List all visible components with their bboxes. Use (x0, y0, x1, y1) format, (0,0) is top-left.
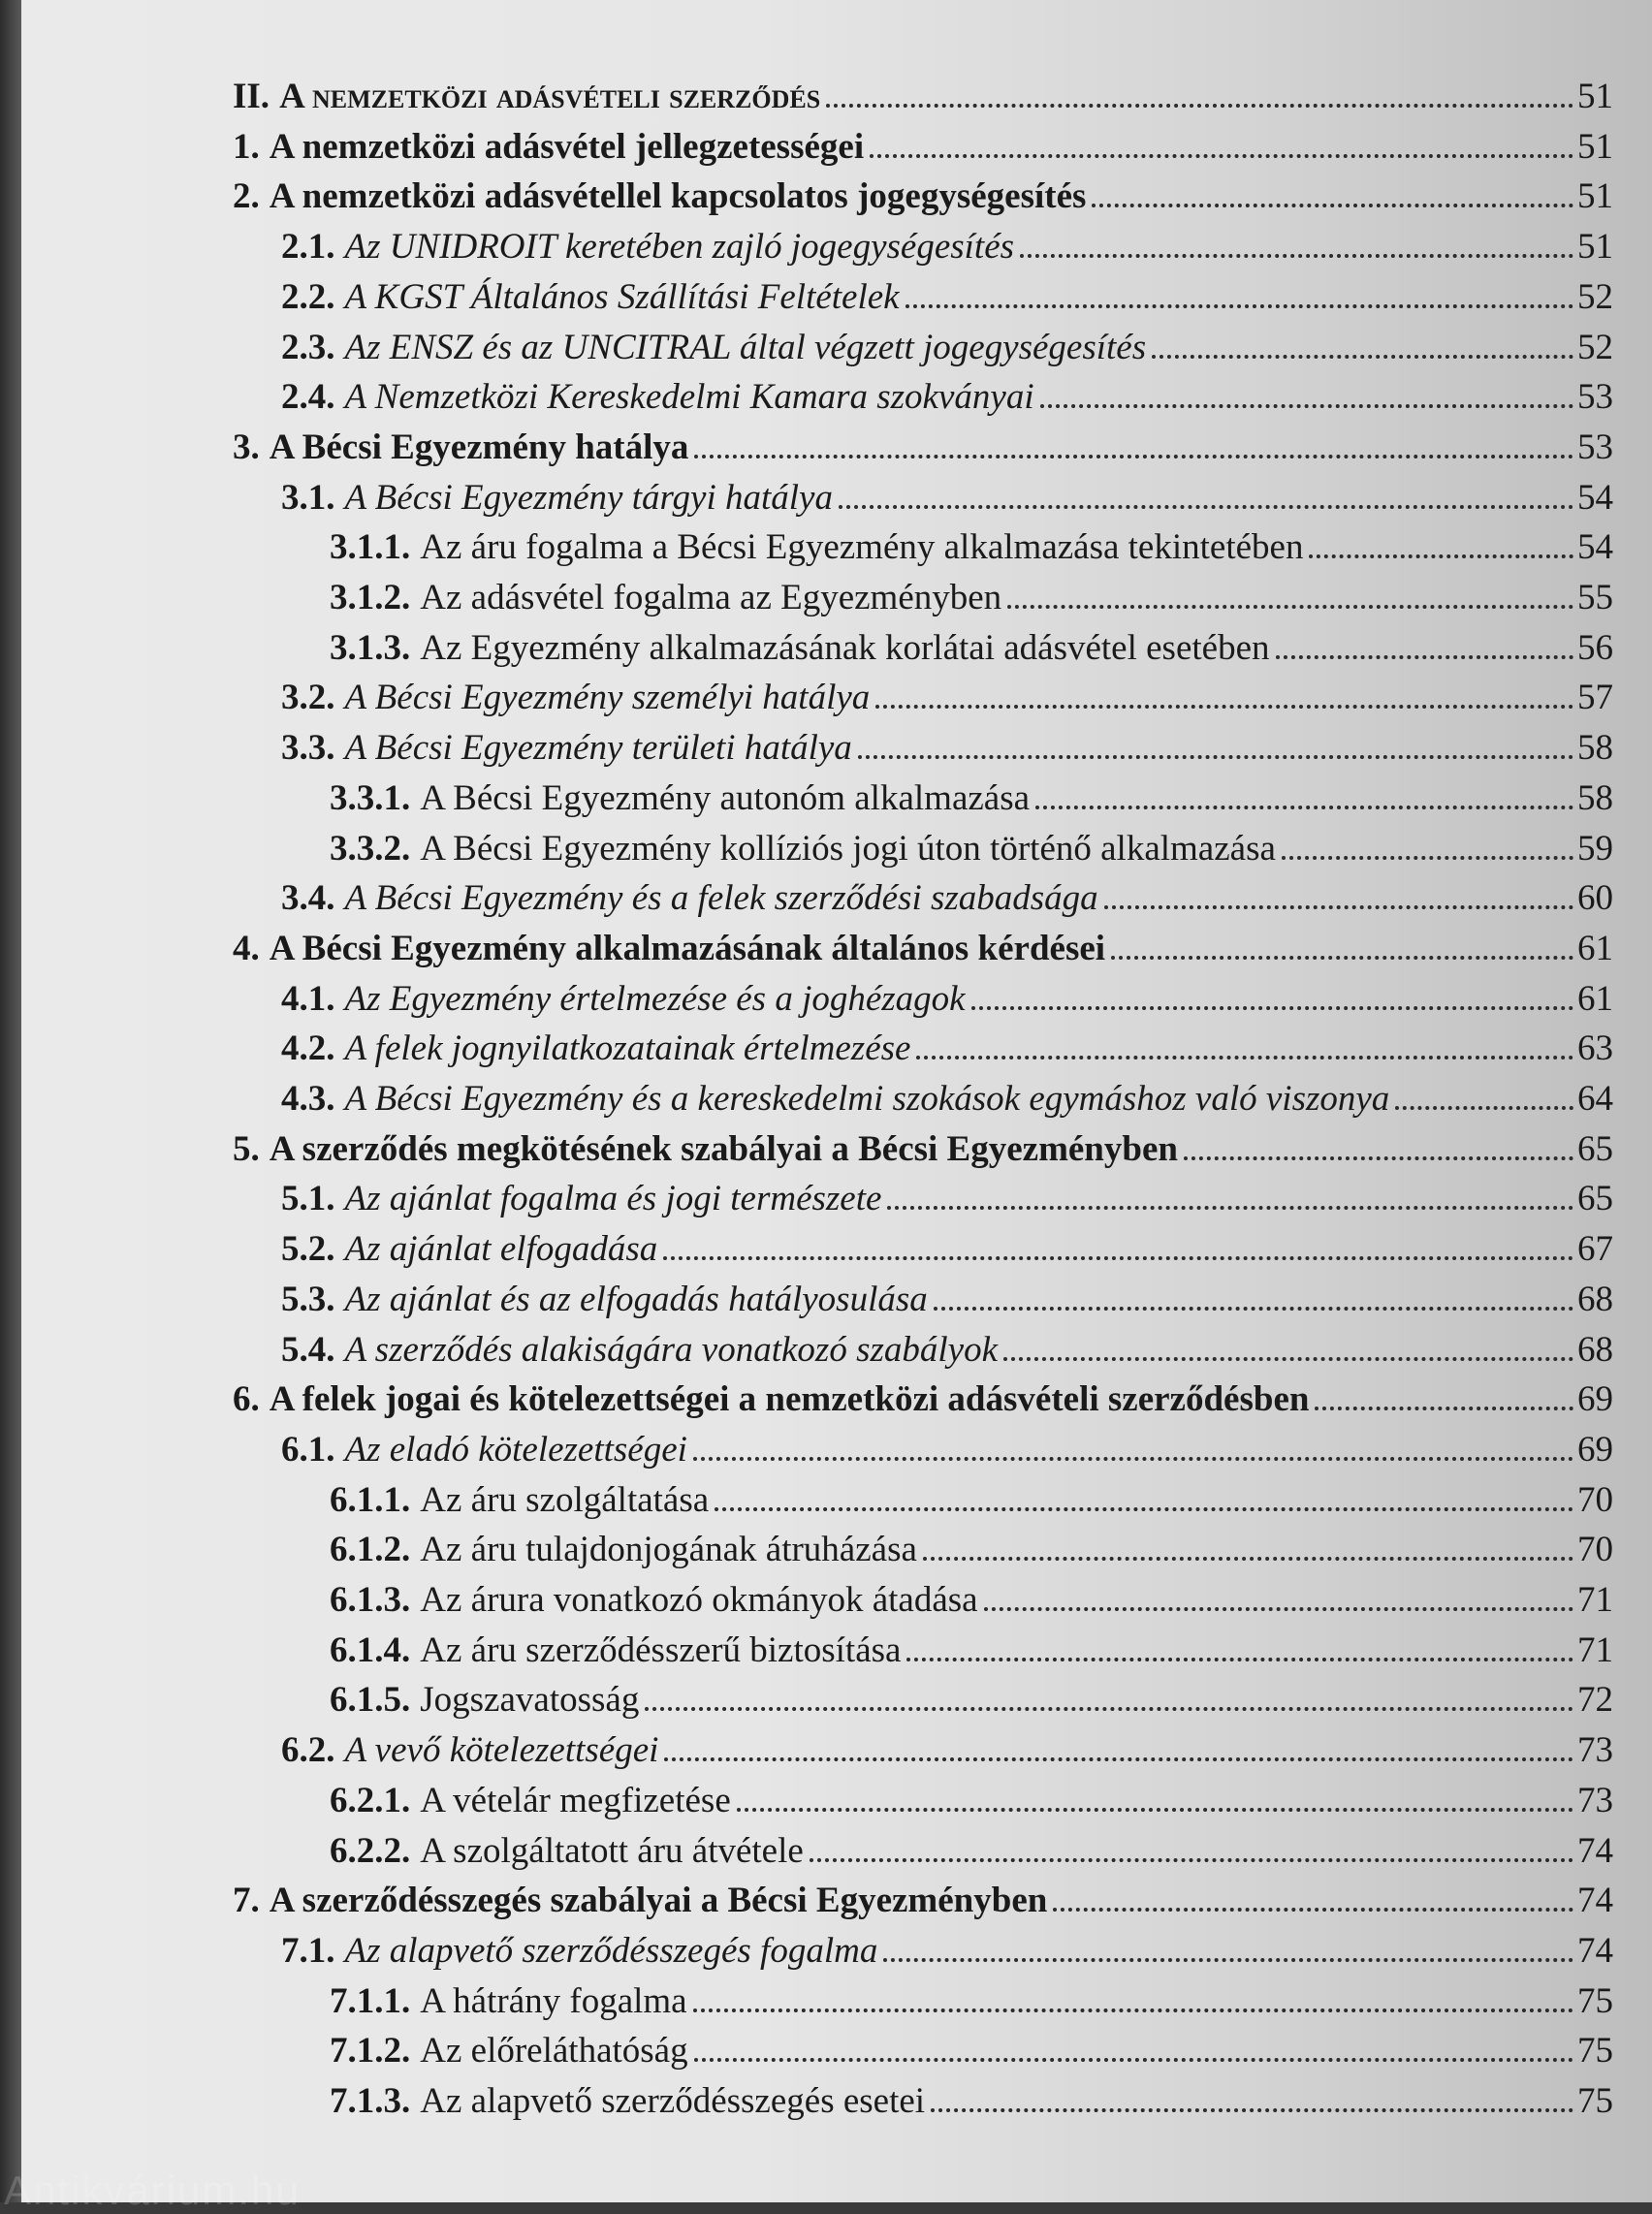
toc-entry-page-number: 54 (1577, 478, 1613, 518)
toc-entry (281, 1078, 1613, 1121)
toc-entry-title: A szolgáltatott áru átvétele (420, 1831, 804, 1871)
toc-entry (330, 1780, 1613, 1822)
toc-entry-page-number: 52 (1577, 328, 1613, 367)
toc-entry-number: 3.1.2. (330, 578, 411, 617)
toc-entry-number: 2.4. (281, 377, 335, 417)
toc-entry-number: 5.4. (281, 1330, 335, 1370)
toc-entry-page-number: 63 (1577, 1028, 1613, 1068)
toc-entry-title: A Bécsi Egyezmény területi hatálya (344, 728, 852, 768)
toc-entry (281, 327, 1613, 369)
dot-leader (1007, 605, 1573, 609)
book-binding (0, 0, 21, 2202)
toc-entry-number: 4. (233, 929, 260, 968)
toc-entry-number: 5.3. (281, 1280, 335, 1319)
toc-entry-number: 4.1. (281, 979, 335, 1019)
toc-entry-title: Az áru tulajdonjogának átruházása (420, 1530, 917, 1569)
toc-entry (281, 1279, 1613, 1321)
toc-entry (233, 427, 1613, 469)
toc-entry-number: 5. (233, 1129, 260, 1169)
toc-entry-page-number: 75 (1577, 2031, 1613, 2071)
dot-leader (1309, 554, 1573, 558)
toc-entry-title: A vevő kötelezettségei (344, 1730, 659, 1770)
toc-entry-number: 3.3.1. (330, 778, 411, 818)
toc-entry-page-number: 75 (1577, 2081, 1613, 2121)
toc-entry-page-number: 72 (1577, 1680, 1613, 1720)
dot-leader (858, 755, 1573, 759)
toc-entry (330, 627, 1613, 670)
toc-entry-page-number: 67 (1577, 1229, 1613, 1269)
toc-entry-page-number: 61 (1577, 979, 1613, 1019)
toc-entry-number: 6.2.1. (330, 1781, 411, 1820)
toc-entry-title: Az ajánlat fogalma és jogi természete (344, 1179, 882, 1218)
toc-entry (330, 1479, 1613, 1522)
toc-entry-number: 3.4. (281, 878, 335, 918)
toc-entry-number: 6.1.2. (330, 1530, 411, 1569)
toc-entry (281, 1729, 1613, 1772)
toc-entry (281, 226, 1613, 269)
dot-leader (971, 1006, 1573, 1010)
toc-entry-title: A Nemzetközi Kereskedelmi Kamara szokványai (344, 377, 1034, 417)
toc-entry-page-number: 57 (1577, 678, 1613, 717)
toc-entry-title: A felek jognyilatkozatainak értelmezése (344, 1028, 911, 1068)
toc-entry-page-number: 51 (1577, 127, 1613, 167)
toc-entry-title: Az UNIDROIT keretében zajló jogegységesítés (344, 227, 1015, 267)
toc-entry (233, 1880, 1613, 1922)
dot-leader (905, 304, 1573, 308)
dot-leader (1035, 806, 1573, 809)
toc-entry-page-number: 65 (1577, 1129, 1613, 1169)
toc-entry (233, 175, 1613, 218)
toc-entry (281, 1429, 1613, 1471)
dot-leader (931, 2108, 1573, 2112)
dot-leader (916, 1056, 1573, 1060)
toc-entry-title: A KGST Általános Szállítási Feltételek (344, 277, 900, 317)
toc-entry-title: Az ENSZ és az UNCITRAL által végzett jogegységesítés (344, 328, 1147, 367)
toc-entry (281, 477, 1613, 520)
toc-entry-title: Az eladó kötelezettségei (344, 1430, 687, 1470)
toc-entry-number: 3.1.1. (330, 527, 411, 567)
toc-entry (330, 1830, 1613, 1873)
toc-entry-title: A szerződés megkötésének szabályai a Bécsi Egyezményben (269, 1129, 1178, 1169)
dot-leader (826, 104, 1573, 108)
toc-entry-title: A hátrány fogalma (420, 1981, 687, 2021)
toc-entry-title: A Bécsi Egyezmény személyi hatálya (344, 678, 871, 717)
toc-entry-title: Az áru szolgáltatása (420, 1480, 710, 1520)
toc-entry-title: Jogszavatosság (420, 1680, 640, 1720)
dot-leader (693, 1457, 1573, 1461)
toc-entry (281, 376, 1613, 419)
toc-entry-title: Az ajánlat elfogadása (344, 1229, 658, 1269)
toc-entry-title: A Bécsi Egyezmény és a felek szerződési szabadsága (344, 878, 1098, 918)
toc-entry-number: 6.1. (281, 1430, 335, 1470)
toc-entry-number: 7.1.1. (330, 1981, 411, 2021)
toc-entry-number: 4.3. (281, 1079, 335, 1119)
toc-entry (330, 828, 1613, 870)
toc-entry (281, 1028, 1613, 1070)
toc-entry-page-number: 71 (1577, 1580, 1613, 1620)
toc-entry-number: 6. (233, 1379, 260, 1419)
toc-entry-number: 6.1.3. (330, 1580, 411, 1620)
toc-entry-title: A Bécsi Egyezmény alkalmazásának általános kérdései (269, 929, 1106, 968)
toc-entry-title: Az Egyezmény értelmezése és a joghézagok (344, 979, 966, 1019)
toc-entry-page-number: 60 (1577, 878, 1613, 918)
toc-entry (330, 1679, 1613, 1722)
toc-entry-number: 2.1. (281, 227, 335, 267)
toc-entry (330, 1629, 1613, 1672)
toc-entry-title: A nemzetközi adásvétellel kapcsolatos jogegységesítés (269, 176, 1087, 216)
toc-entry (233, 76, 1613, 118)
toc-entry-number: 3.1. (281, 478, 335, 518)
toc-entry-page-number: 73 (1577, 1730, 1613, 1770)
toc-entry (281, 1178, 1613, 1220)
dot-leader (839, 505, 1573, 509)
dot-leader (1092, 204, 1573, 207)
dot-leader (883, 1958, 1573, 1962)
toc-entry-page-number: 53 (1577, 377, 1613, 417)
toc-entry (281, 978, 1613, 1021)
toc-entry-number: 5.2. (281, 1229, 335, 1269)
toc-entry-title: Az alapvető szerződésszegés esetei (420, 2081, 926, 2121)
toc-entry-page-number: 58 (1577, 778, 1613, 818)
dot-leader (1184, 1156, 1573, 1160)
toc-entry-page-number: 56 (1577, 628, 1613, 668)
toc-entry-page-number: 69 (1577, 1379, 1613, 1419)
toc-entry-title: Az áru fogalma a Bécsi Egyezmény alkalmazása tekintetében (420, 527, 1304, 567)
toc-entry-page-number: 73 (1577, 1781, 1613, 1820)
toc-entry-number: 2.3. (281, 328, 335, 367)
toc-entry (233, 1128, 1613, 1171)
toc-entry-title: Az adásvétel fogalma az Egyezményben (420, 578, 1002, 617)
toc-entry (330, 526, 1613, 569)
dot-leader (870, 154, 1573, 158)
toc-entry-page-number: 52 (1577, 277, 1613, 317)
toc-entry-number: 3. (233, 427, 260, 467)
dot-leader (875, 705, 1573, 709)
toc-entry-page-number: 71 (1577, 1630, 1613, 1670)
toc-entry-number: 3.3.2. (330, 829, 411, 869)
toc-entry-title: A Bécsi Egyezmény hatálya (269, 427, 689, 467)
toc-entry-number: 7. (233, 1881, 260, 1920)
dot-leader (1152, 355, 1573, 359)
toc-entry-title: Az áru szerződésszerű biztosítása (420, 1630, 902, 1670)
toc-entry-number: 3.1.3. (330, 628, 411, 668)
toc-entry-page-number: 65 (1577, 1179, 1613, 1218)
toc-entry (281, 727, 1613, 770)
book-page (21, 0, 1652, 2202)
toc-entry-title: A szerződés alakiságára vonatkozó szabályok (344, 1330, 998, 1370)
toc-entry (330, 1529, 1613, 1571)
toc-entry (281, 877, 1613, 920)
dot-leader (923, 1557, 1573, 1561)
toc-entry-title: Az előreláthatóság (420, 2031, 688, 2071)
toc-entry-number: 1. (233, 127, 260, 167)
toc-entry-title: A Bécsi Egyezmény tárgyi hatálya (344, 478, 833, 518)
watermark: Antikvárium.hu (4, 2167, 301, 2213)
toc-entry-page-number: 53 (1577, 427, 1613, 467)
toc-entry-page-number: 70 (1577, 1530, 1613, 1569)
toc-entry-number: 3.3. (281, 728, 335, 768)
dot-leader (906, 1658, 1573, 1661)
dot-leader (664, 1757, 1573, 1761)
toc-entry-number: 6.1.5. (330, 1680, 411, 1720)
toc-entry-page-number: 51 (1577, 227, 1613, 267)
toc-entry-title: Az Egyezmény alkalmazásának korlátai adásvétel esetében (420, 628, 1270, 668)
dot-leader (737, 1808, 1573, 1812)
toc-entry (281, 276, 1613, 319)
toc-entry-page-number: 74 (1577, 1931, 1613, 1971)
dot-leader (1282, 856, 1573, 860)
dot-leader (1020, 254, 1573, 258)
toc-entry-number: 6.1.4. (330, 1630, 411, 1670)
toc-entry (233, 1378, 1613, 1421)
toc-entry-page-number: 55 (1577, 578, 1613, 617)
toc-entry-title: Az árura vonatkozó okmányok átadása (420, 1580, 978, 1620)
toc-entry (281, 677, 1613, 719)
toc-entry (330, 577, 1613, 619)
toc-entry-page-number: 75 (1577, 1981, 1613, 2021)
toc-entry-page-number: 68 (1577, 1280, 1613, 1319)
dot-leader (887, 1206, 1573, 1210)
toc-entry-page-number: 51 (1577, 77, 1613, 116)
dot-leader (715, 1507, 1573, 1511)
toc-entry (281, 1930, 1613, 1973)
toc-entry-title: Az alapvető szerződésszegés fogalma (344, 1931, 878, 1971)
toc-entry-number: II. (233, 77, 270, 116)
toc-entry-title: A felek jogai és kötelezettségei a nemzetközi adásvételi szerződésben (269, 1379, 1310, 1419)
toc-entry-page-number: 64 (1577, 1079, 1613, 1119)
dot-leader (810, 1858, 1573, 1862)
toc-entry (330, 1579, 1613, 1622)
dot-leader (1315, 1407, 1573, 1410)
toc-entry (281, 1228, 1613, 1271)
toc-entry-title: A szerződésszegés szabályai a Bécsi Egyezményben (269, 1881, 1048, 1920)
toc-entry-number: 7.1. (281, 1931, 335, 1971)
toc-entry (330, 2080, 1613, 2123)
toc-entry-title: A Bécsi Egyezmény és a kereskedelmi szokások egymáshoz való viszonya (344, 1079, 1390, 1119)
toc-entry-number: 2. (233, 176, 260, 216)
toc-entry-number: 6.1.1. (330, 1480, 411, 1520)
toc-entry-number: 6.2. (281, 1730, 335, 1770)
dot-leader (1053, 1908, 1573, 1912)
toc-entry-number: 7.1.2. (330, 2031, 411, 2071)
toc-entry-number: 6.2.2. (330, 1831, 411, 1871)
toc-entry-title: A Bécsi Egyezmény autonóm alkalmazása (420, 778, 1031, 818)
dot-leader (1111, 956, 1573, 960)
toc-entry-number: 2.2. (281, 277, 335, 317)
dot-leader (934, 1307, 1573, 1311)
toc-entry-page-number: 54 (1577, 527, 1613, 567)
toc-entry-page-number: 74 (1577, 1881, 1613, 1920)
toc-entry (330, 777, 1613, 820)
toc-entry (233, 928, 1613, 970)
dot-leader (984, 1607, 1573, 1611)
toc-entry-page-number: 51 (1577, 176, 1613, 216)
dot-leader (1395, 1106, 1573, 1110)
toc-entry-title: A nemzetközi adásvétel jellegzetességei (269, 127, 865, 167)
dot-leader (1040, 404, 1573, 408)
toc-entry-number: 4.2. (281, 1028, 335, 1068)
toc-entry-number: 3.2. (281, 678, 335, 717)
dot-leader (1276, 655, 1573, 659)
toc-entry-page-number: 68 (1577, 1330, 1613, 1370)
dot-leader (645, 1707, 1573, 1711)
table-of-contents (21, 0, 1652, 2202)
toc-entry-page-number: 69 (1577, 1430, 1613, 1470)
dot-leader (663, 1256, 1573, 1260)
toc-entry-page-number: 61 (1577, 929, 1613, 968)
toc-entry-title: Az ajánlat és az elfogadás hatályosulása (344, 1280, 928, 1319)
dot-leader (694, 455, 1573, 459)
toc-entry-title: A vételár megfizetése (420, 1781, 731, 1820)
toc-entry-number: 5.1. (281, 1179, 335, 1218)
toc-entry (281, 1329, 1613, 1372)
toc-entry (233, 126, 1613, 169)
dot-leader (1104, 905, 1573, 909)
toc-entry-page-number: 58 (1577, 728, 1613, 768)
toc-entry-page-number: 59 (1577, 829, 1613, 869)
dot-leader (693, 2008, 1573, 2012)
dot-leader (694, 2058, 1573, 2062)
toc-entry (330, 2030, 1613, 2072)
toc-entry-number: 7.1.3. (330, 2081, 411, 2121)
toc-entry-page-number: 74 (1577, 1831, 1613, 1871)
toc-entry-page-number: 70 (1577, 1480, 1613, 1520)
toc-entry-title: A nemzetközi adásvételi szerződés (279, 77, 821, 116)
dot-leader (1003, 1357, 1573, 1361)
toc-entry (330, 1980, 1613, 2023)
toc-entry-title: A Bécsi Egyezmény kollíziós jogi úton történő alkalmazása (420, 829, 1276, 869)
